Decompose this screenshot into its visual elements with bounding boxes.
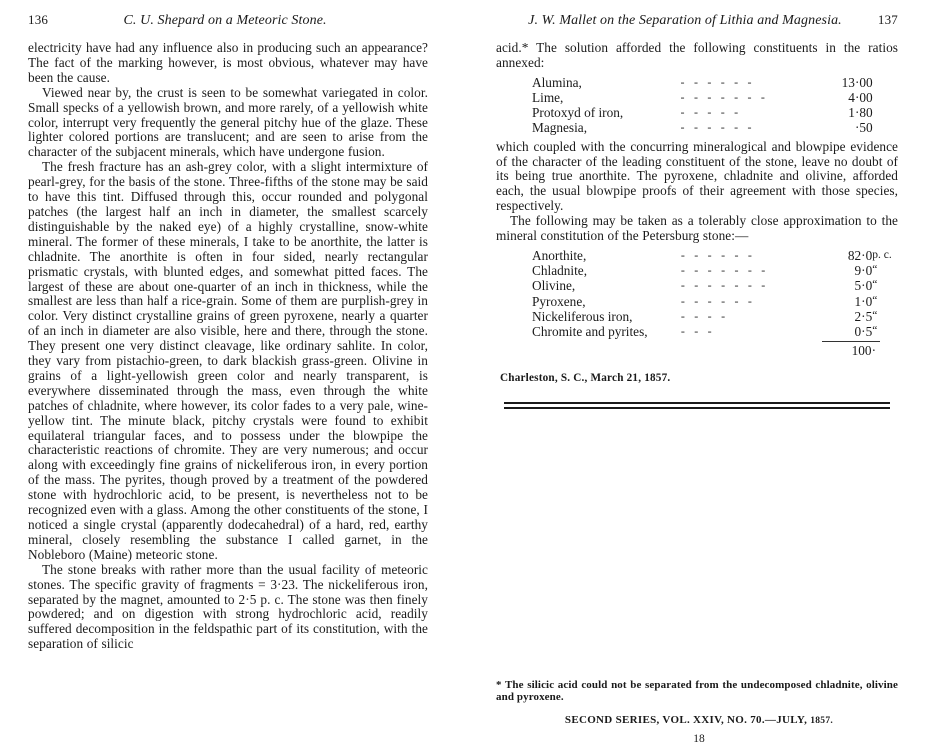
left-paragraph-3: The fresh fracture has an ash-grey color, with a slight intermixture of pearl-grey, for the basis of the stone. Three-fifths of the stone may be said to have this tint. Diffused through this, occur rounded and polygonal patches (the largest half an inch in diameter, the smallest scarcely distinguishable by the naked eye) of a highly crystalline, snow-white mineral. The former of these minerals, I take to be anorthite, the latter is chladnite. The anorthite is often in four sided, nearly rectangular prismatic crystals, with blunted edges, and somewhat pitted faces. The largest of these are about one-quarter of an inch in thickness, while the smallest are less than half a rice-grain. Some of them are purplish-grey in color. Very distinct crystalline grains of green pyroxene, nearly a quarter of an inch in diameter are also visible, here and there, through the stone. They present one very distinct cleavage, like ordinary sahlite. In color, they vary from pistachio-green, to dark blackish grass-green. Olivine in grains of a light-yellowish green color and nearly transparent, is everywhere disseminated through the mass, even through the white patches of chladnite, where however, its color fades to a very pale, wine-yellow tint. The minute black, pitchy crystals were found to exhibit equilateral triangular faces, and to possess under the blowpipe the characteristic reactions of chromite. They are very numerous; and occur along with exceedingly fine grains of nickeliferous iron, in every portion of the mass. The pyrites, though proved by a treatment of the powdered stone with hydrochloric acid, to be present, is nevertheless not to be recognized even with a glass. Among the other constituents of the stone, I noticed a single crystal (apparently dodecahedral) of a hard, red, earthy mineral, closely resembling the substance I called garnet, in the Nobleboro (Maine) meteoric stone. — [28, 159, 428, 562]
left-paragraph-1: electricity have had any influence also in producing such an appearance? The fact of the marking however, is most obvious, whatever may have been the cause. — [28, 40, 428, 85]
leader-dots: - - - - - - — [680, 293, 756, 308]
mineral-name: Olivine, — [532, 278, 576, 294]
mineral-value: 2·5 — [854, 308, 873, 324]
footnote-text: * The silicic acid could not be separated from the undecomposed chladnite, olivine and pyroxene. — [496, 678, 898, 704]
analysis-table-mineral-constitution — [496, 248, 898, 358]
leader-dots: - - - - - - - — [680, 263, 769, 278]
left-running-title: C. U. Shepard on a Meteoric Stone. — [123, 13, 327, 28]
mineral-unit: “ — [872, 294, 878, 307]
constituent-name: Magnesia, — [532, 120, 588, 136]
right-page — [466, 0, 932, 752]
mineral-unit: “ — [872, 309, 878, 322]
mineral-name: Pyroxene, — [532, 293, 586, 309]
mineral-unit: “ — [872, 279, 878, 292]
footnote-area — [496, 679, 898, 704]
mineral-unit: “ — [872, 264, 878, 277]
right-intro-paragraph: acid.* The solution afforded the following constituents in the ratios annexed: — [496, 40, 898, 70]
leader-dots: - - - - - — [680, 105, 742, 120]
leader-dots: - - - - - - — [680, 120, 755, 135]
right-running-title: J. W. Mallet on the Separation of Lithia and Magnesia. — [528, 13, 842, 28]
mineral-total-value: 100· — [822, 341, 880, 358]
series-imprint-year: 1857. — [810, 716, 834, 726]
left-paragraph-2: Viewed near by, the crust is seen to be somewhat variegated in color. Small specks of a yellowish brown, and more rarely, of a yellowish white color, interrupt very frequently the general pitchy hue of the glaze. These lighter colored portions are translucent; and are seen to arise from the character of the subjacent minerals, which have undergone fusion. — [28, 84, 428, 160]
leader-dots: - - - - - - — [680, 247, 756, 262]
series-imprint-line — [466, 714, 932, 726]
signature-number: 18 — [693, 733, 705, 745]
mineral-unit: p. c. — [872, 248, 892, 261]
table-row — [532, 105, 900, 120]
table-row — [532, 120, 900, 135]
mineral-value: 5·0 — [854, 278, 873, 294]
right-folio: 137 — [877, 12, 898, 27]
table-row — [532, 75, 900, 90]
leader-dots: - - - - - - - — [680, 278, 769, 293]
dateline: Charleston, S. C., March 21, 1857. — [500, 372, 671, 385]
table-row — [532, 309, 900, 324]
series-imprint-main: SECOND SERIES, VOL. XXIV, NO. 70.—JULY, — [564, 714, 811, 726]
constituent-value: 13·00 — [841, 74, 873, 90]
right-running-head — [496, 12, 898, 29]
mineral-value: 82·0 — [847, 247, 873, 263]
left-paragraph-4: The stone breaks with rather more than the usual facility of meteoric stones. The specific gravity of fragments = 3·23. The nickeliferous iron, separated by the magnet, amounted to 2·5 p. c. The stone was then finely powdered; and on digestion with strong hydrochloric acid, readily suffered decomposition in the feldspathic part of its constitution, with the separation of silicic — [28, 561, 428, 652]
constituent-value: 4·00 — [848, 90, 873, 106]
right-paragraph-2: The following may be taken as a tolerably close approximation to the mineral constitution of the Petersburg stone:— — [496, 213, 898, 244]
left-folio: 136 — [28, 12, 49, 27]
table-row — [532, 278, 900, 293]
constituent-name: Lime, — [532, 90, 564, 106]
leader-dots: - - - - - - - — [680, 90, 769, 105]
leader-dots: - - - — [680, 323, 715, 338]
mineral-unit: “ — [872, 324, 878, 337]
table-row — [532, 324, 900, 339]
leader-dots: - - - - — [680, 308, 729, 323]
table-row — [532, 90, 900, 105]
mineral-total-row — [532, 339, 900, 358]
constituent-unit — [873, 105, 900, 120]
table-row — [532, 263, 900, 278]
mineral-value: 1·0 — [854, 293, 873, 309]
mineral-name: Nickeliferous iron, — [532, 308, 633, 324]
constituent-unit — [873, 90, 900, 105]
mineral-name: Anorthite, — [532, 247, 587, 263]
mineral-name: Chladnite, — [532, 263, 588, 279]
table-row — [532, 294, 900, 309]
constituent-value: ·50 — [854, 120, 873, 136]
total-spacer — [532, 339, 822, 358]
constituent-unit — [873, 120, 900, 135]
mineral-name: Chromite and pyrites, — [532, 323, 648, 339]
mineral-value: 0·5 — [854, 323, 873, 339]
leader-dots: - - - - - - — [680, 74, 755, 89]
left-running-head — [28, 12, 428, 29]
mineral-value: 9·0 — [854, 263, 873, 279]
constituent-value: 1·80 — [848, 105, 873, 121]
right-paragraph-1: which coupled with the concurring mineralogical and blowpipe evidence of the character of the leading constituent of the stone, leave no doubt of its being true anorthite. The pyroxene, chladnite and olivine, afforded each, the usual blowpipe proofs of their agreement with those species, respectively. — [496, 138, 898, 214]
constituent-name: Protoxyd of iron, — [532, 105, 624, 121]
analysis-table-constituents — [496, 75, 898, 136]
constituent-name: Alumina, — [532, 74, 582, 90]
table-row — [532, 248, 900, 263]
constituent-unit — [873, 75, 900, 90]
section-divider-rule — [504, 402, 890, 409]
